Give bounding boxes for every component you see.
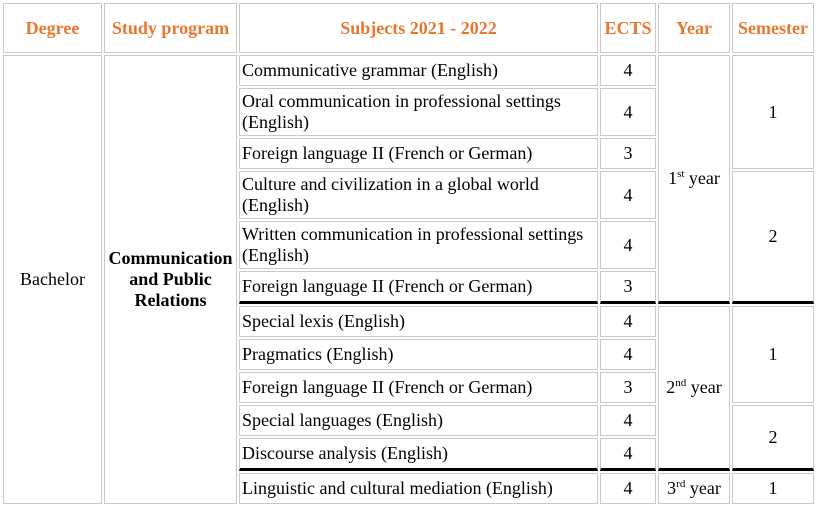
semester-cell: 2 [732, 405, 814, 471]
year-word: year [686, 377, 722, 397]
subject-cell: Special languages (English) [239, 405, 598, 436]
semester-cell: 1 [732, 55, 814, 169]
ects-cell: 3 [600, 271, 656, 304]
ects-cell: 3 [600, 138, 656, 169]
ects-cell: 4 [600, 405, 656, 436]
subject-cell: Linguistic and cultural mediation (English) [239, 473, 598, 504]
header-semester: Semester [732, 3, 814, 53]
ects-cell: 3 [600, 372, 656, 403]
year-cell-1 [658, 55, 730, 304]
header-study-program: Study program [104, 3, 237, 53]
year-cell-2 [658, 306, 730, 471]
semester-cell: 1 [732, 306, 814, 403]
subject-cell: Communicative grammar (English) [239, 55, 598, 86]
subject-cell: Discourse analysis (English) [239, 438, 598, 471]
degree-cell: Bachelor [3, 55, 102, 504]
table-row [3, 55, 814, 86]
year-suffix: rd [676, 478, 686, 490]
subject-cell: Culture and civilization in a global world (English) [239, 171, 598, 219]
ects-cell: 4 [600, 171, 656, 219]
curriculum-table [1, 1, 816, 506]
year-suffix: st [677, 168, 685, 180]
header-year: Year [658, 3, 730, 53]
ects-cell: 4 [600, 55, 656, 86]
subject-cell: Oral communication in professional settings (English) [239, 88, 598, 136]
year-number: 1 [668, 168, 678, 188]
ects-cell: 4 [600, 339, 656, 370]
header-subjects: Subjects 2021 - 2022 [239, 3, 598, 53]
semester-cell: 1 [732, 473, 814, 504]
year-number: 3 [667, 478, 677, 498]
year-word: year [685, 478, 721, 498]
ects-cell: 4 [600, 88, 656, 136]
ects-cell: 4 [600, 473, 656, 504]
subject-cell: Pragmatics (English) [239, 339, 598, 370]
subject-cell: Foreign language II (French or German) [239, 372, 598, 403]
year-word: year [684, 168, 720, 188]
subject-cell: Foreign language II (French or German) [239, 271, 598, 304]
subject-cell: Foreign language II (French or German) [239, 138, 598, 169]
year-suffix: nd [675, 377, 687, 389]
semester-cell: 2 [732, 171, 814, 304]
ects-cell: 4 [600, 221, 656, 269]
header-degree: Degree [3, 3, 102, 53]
ects-cell: 4 [600, 438, 656, 471]
header-ects: ECTS [600, 3, 656, 53]
header-row [3, 3, 814, 53]
ects-cell: 4 [600, 306, 656, 337]
study-program-cell: Communication and Public Relations [104, 55, 237, 504]
year-cell-3 [658, 473, 730, 504]
subject-cell: Special lexis (English) [239, 306, 598, 337]
subject-cell: Written communication in professional settings (English) [239, 221, 598, 269]
year-number: 2 [666, 377, 676, 397]
